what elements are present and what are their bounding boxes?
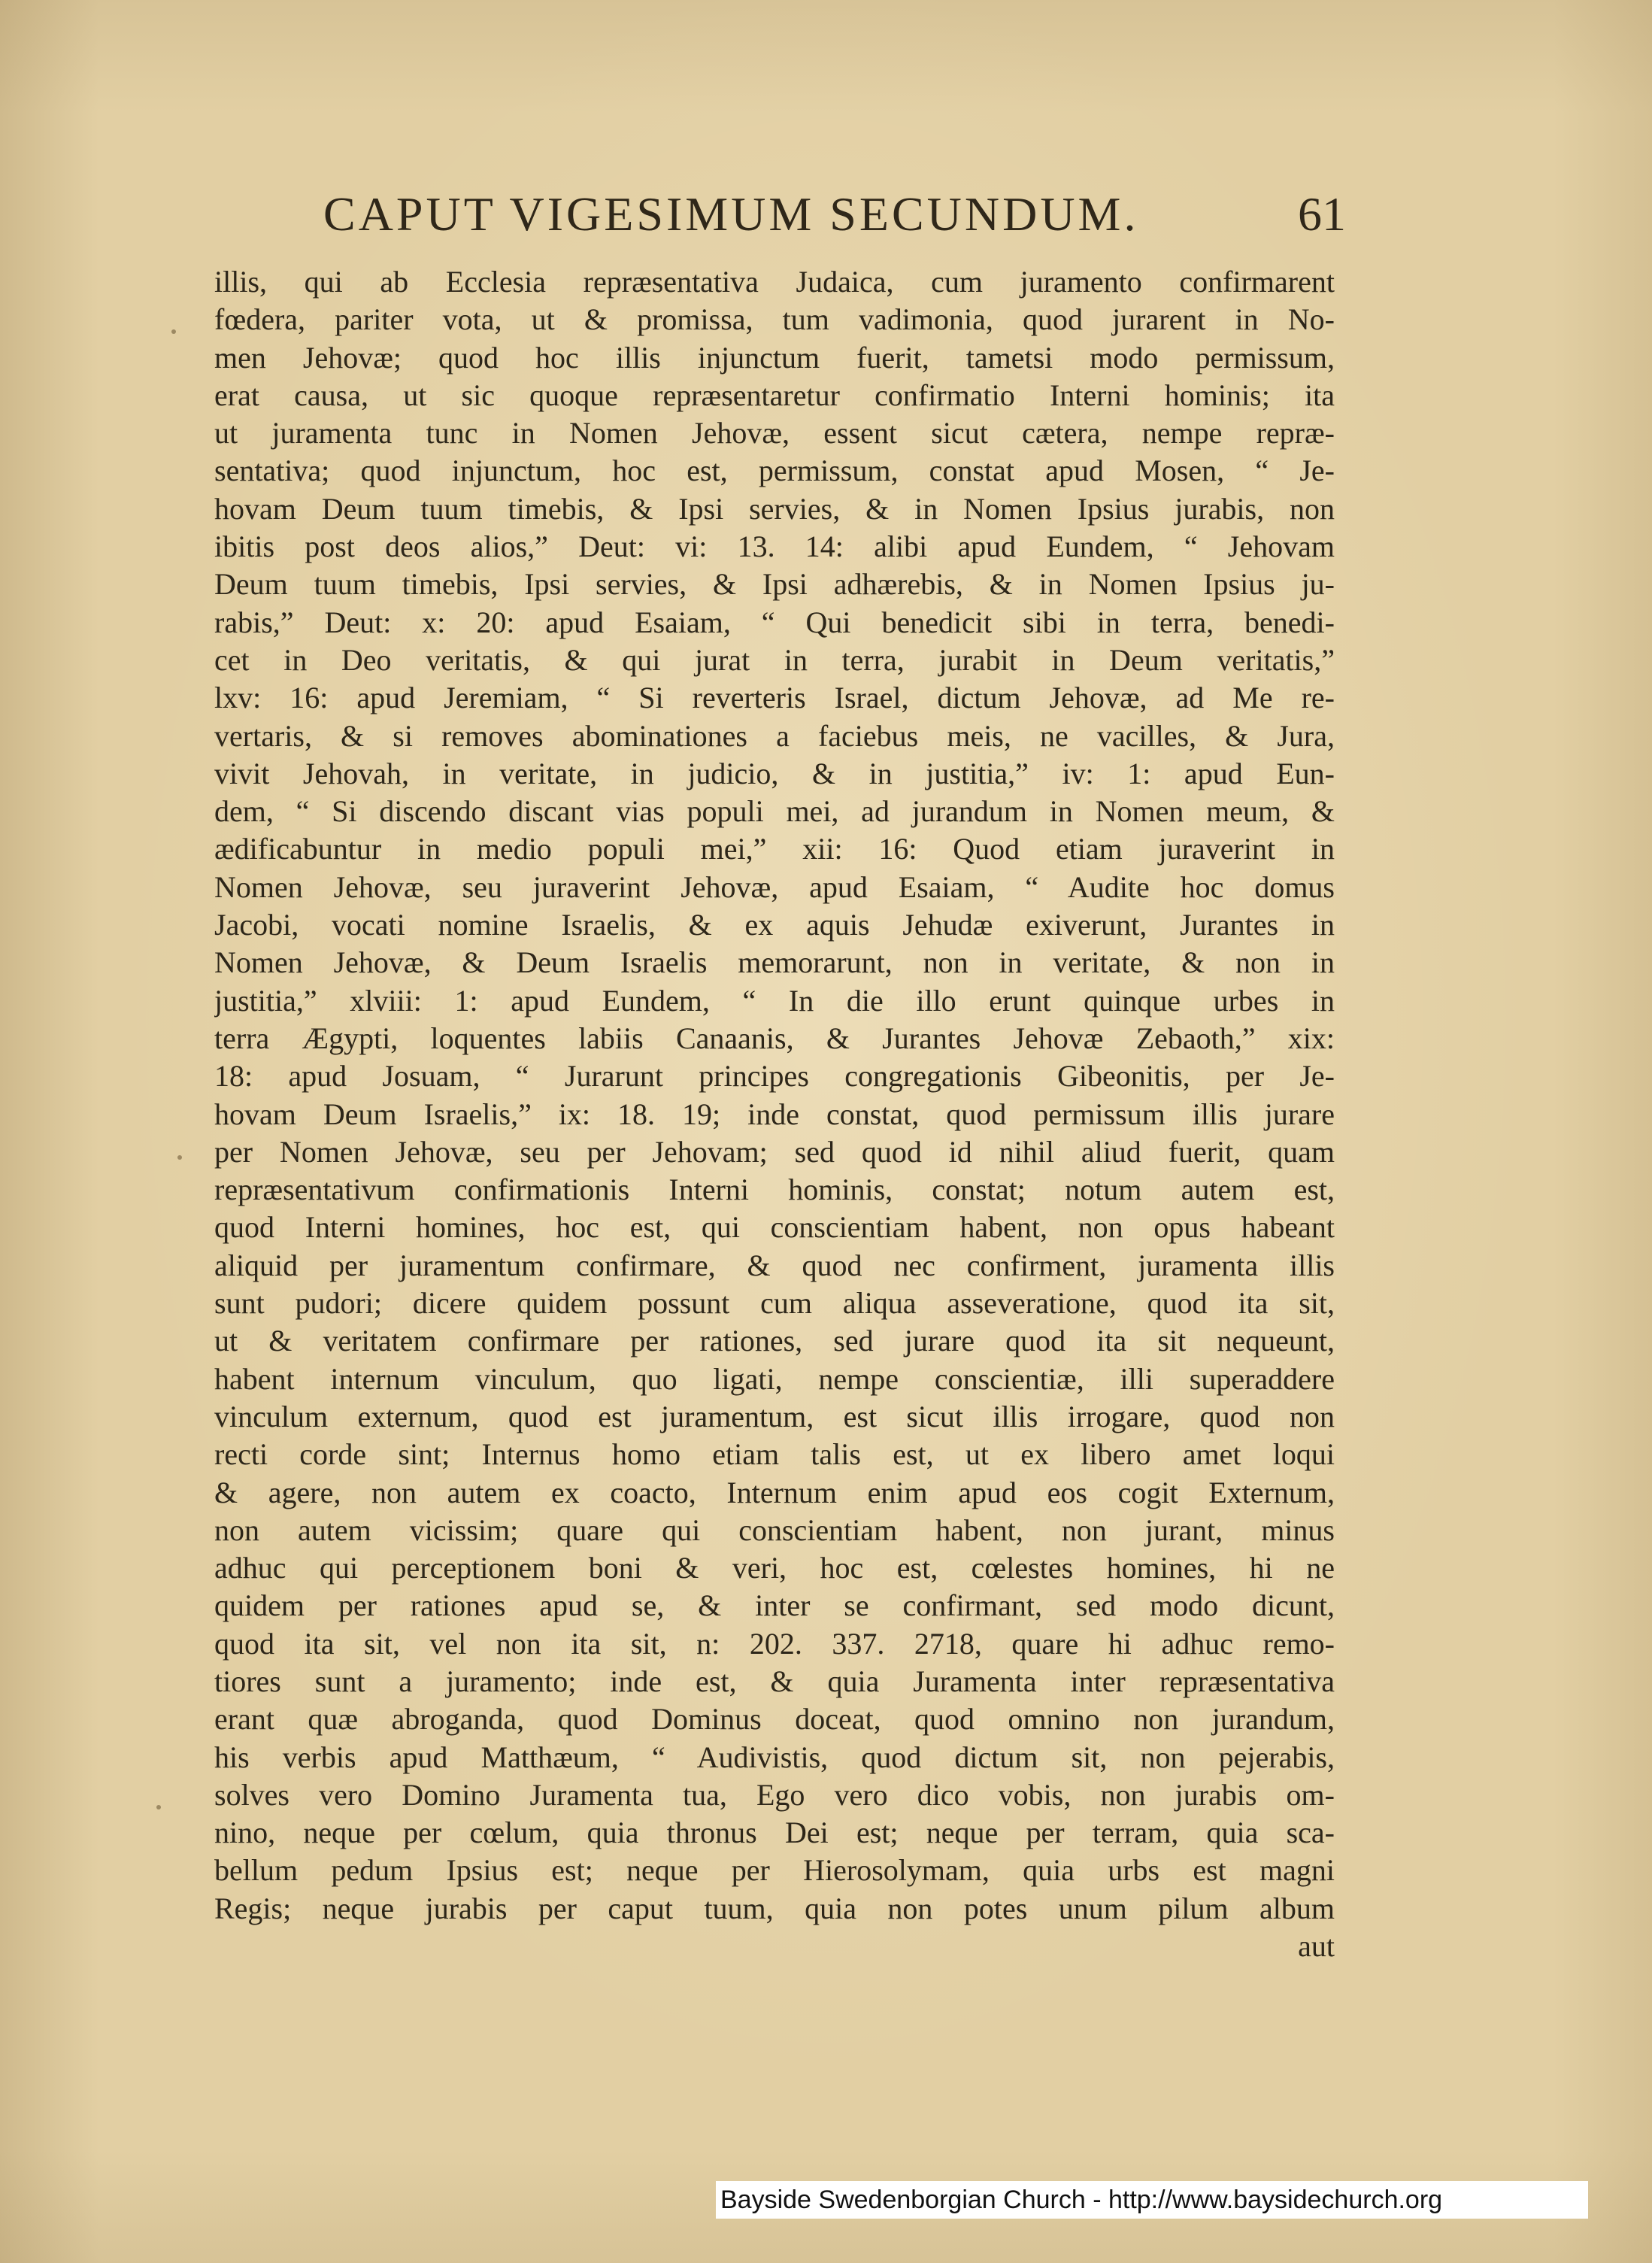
text-line: ut juramenta tunc in Nomen Jehovæ, essent sicut cætera, nempe repræ- (214, 416, 1335, 450)
text-line: Deum tuum timebis, Ipsi servies, & Ipsi adhærebis, & in Nomen Ipsius ju- (214, 567, 1335, 602)
chapter-title: CAPUT VIGESIMUM SECUNDUM. (323, 187, 1139, 241)
paper-speck (171, 329, 176, 334)
text-line: Jacobi, vocati nomine Israelis, & ex aquis Jehudæ exiverunt, Jurantes in (214, 908, 1335, 942)
text-line: fœdera, pariter vota, ut & promissa, tum vadimonia, quod jurarent in No- (214, 302, 1335, 337)
text-line: 18: apud Josuam, “ Jurarunt principes congregationis Gibeonitis, per Je- (214, 1059, 1335, 1094)
text-line: lxv: 16: apud Jeremiam, “ Si reverteris Israel, dictum Jehovæ, ad Me re- (214, 681, 1335, 715)
credit-text: Bayside Swedenborgian Church - http://www.baysidechurch.org (720, 2186, 1443, 2214)
text-line: bellum pedum Ipsius est; neque per Hierosolymam, quia urbs est magni (214, 1853, 1335, 1888)
text-line: vivit Jehovah, in veritate, in judicio, & in justitia,” iv: 1: apud Eun- (214, 756, 1335, 790)
text-line: & agere, non autem ex coacto, Internum enim apud eos cogit Externum, (214, 1475, 1335, 1509)
text-line: quod Interni homines, hoc est, qui conscientiam habent, non opus habeant (214, 1210, 1335, 1245)
text-line: aliquid per juramentum confirmare, & quod nec confirment, juramenta illis (214, 1248, 1335, 1282)
catchword: aut (1298, 1929, 1335, 1964)
text-line: erant quæ abroganda, quod Dominus doceat, quod omnino non jurandum, (214, 1702, 1335, 1737)
paper-speck (177, 1155, 182, 1160)
text-line: illis, qui ab Ecclesia repræsentativa Judaica, cum juramento confirmarent (214, 265, 1335, 299)
text-line: ædificabuntur in medio populi mei,” xii: 16: Quod etiam juraverint in (214, 832, 1335, 866)
text-line: erat causa, ut sic quoque repræsentaretur confirmatio Interni hominis; ita (214, 378, 1335, 412)
text-line: non autem vicissim; quare qui conscientiam habent, non jurant, minus (214, 1512, 1335, 1547)
text-line: habent internum vinculum, quo ligati, nempe conscientiæ, illi superaddere (214, 1361, 1335, 1396)
text-line: sentativa; quod injunctum, hoc est, permissum, constat apud Mosen, “ Je- (214, 454, 1335, 488)
text-line: per Nomen Jehovæ, seu per Jehovam; sed quod id nihil aliud fuerit, quam (214, 1134, 1335, 1169)
text-line: ut & veritatem confirmare per rationes, sed jurare quod ita sit nequeunt, (214, 1324, 1335, 1358)
text-line: justitia,” xlviii: 1: apud Eundem, “ In die illo erunt quinque urbes in (214, 983, 1335, 1018)
page-number: 61 (1298, 187, 1346, 241)
text-line: Regis; neque jurabis per caput tuum, quia non potes unum pilum album (214, 1891, 1335, 1925)
running-header (323, 171, 1346, 247)
body-text (214, 263, 1335, 1965)
text-line: recti corde sint; Internus homo etiam talis est, ut ex libero amet loqui (214, 1437, 1335, 1472)
text-line: his verbis apud Matthæum, “ Audivistis, quod dictum sit, non pejerabis, (214, 1740, 1335, 1774)
text-line: tiores sunt a juramento; inde est, & quia Juramenta inter repræsentativa (214, 1664, 1335, 1698)
text-line: cet in Deo veritatis, & qui jurat in terra, jurabit in Deum veritatis,” (214, 642, 1335, 677)
text-line: hovam Deum tuum timebis, & Ipsi servies, & in Nomen Ipsius jurabis, non (214, 491, 1335, 526)
text-line: repræsentativum confirmationis Interni hominis, constat; notum autem est, (214, 1172, 1335, 1207)
text-line: solves vero Domino Juramenta tua, Ego vero dico vobis, non jurabis om- (214, 1777, 1335, 1812)
text-line: nino, neque per cœlum, quia thronus Dei est; neque per terram, quia sca- (214, 1816, 1335, 1850)
text-line: ibitis post deos alios,” Deut: vi: 13. 14: alibi apud Eundem, “ Jehovam (214, 529, 1335, 564)
text-line: dem, “ Si discendo discant vias populi mei, ad jurandum in Nomen meum, & (214, 794, 1335, 829)
text-line: Nomen Jehovæ, & Deum Israelis memorarunt, non in veritate, & non in (214, 945, 1335, 980)
text-line: sunt pudori; dicere quidem possunt cum aliqua asseveratione, quod ita sit, (214, 1286, 1335, 1321)
text-line: quidem per rationes apud se, & inter se confirmant, sed modo dicunt, (214, 1588, 1335, 1623)
text-line: Nomen Jehovæ, seu juraverint Jehovæ, apud Esaiam, “ Audite hoc domus (214, 869, 1335, 904)
text-line: vertaris, & si removes abominationes a faciebus meis, ne vacilles, & Jura, (214, 718, 1335, 753)
text-line: vinculum externum, quod est juramentum, est sicut illis irrogare, quod non (214, 1399, 1335, 1433)
paper-speck (156, 1805, 161, 1809)
text-line: men Jehovæ; quod hoc illis injunctum fuerit, tametsi modo permissum, (214, 340, 1335, 375)
text-line: hovam Deum Israelis,” ix: 18. 19; inde constat, quod permissum illis jurare (214, 1097, 1335, 1131)
watermark-banner (716, 2181, 1588, 2219)
text-line: adhuc qui perceptionem boni & veri, hoc est, cœlestes homines, hi ne (214, 1551, 1335, 1585)
text-line: rabis,” Deut: x: 20: apud Esaiam, “ Qui benedicit sibi in terra, benedi- (214, 605, 1335, 639)
text-line: quod ita sit, vel non ita sit, n: 202. 337. 2718, quare hi adhuc remo- (214, 1626, 1335, 1661)
text-line: terra Ægypti, loquentes labiis Canaanis, & Jurantes Jehovæ Zebaoth,” xix: (214, 1021, 1335, 1055)
